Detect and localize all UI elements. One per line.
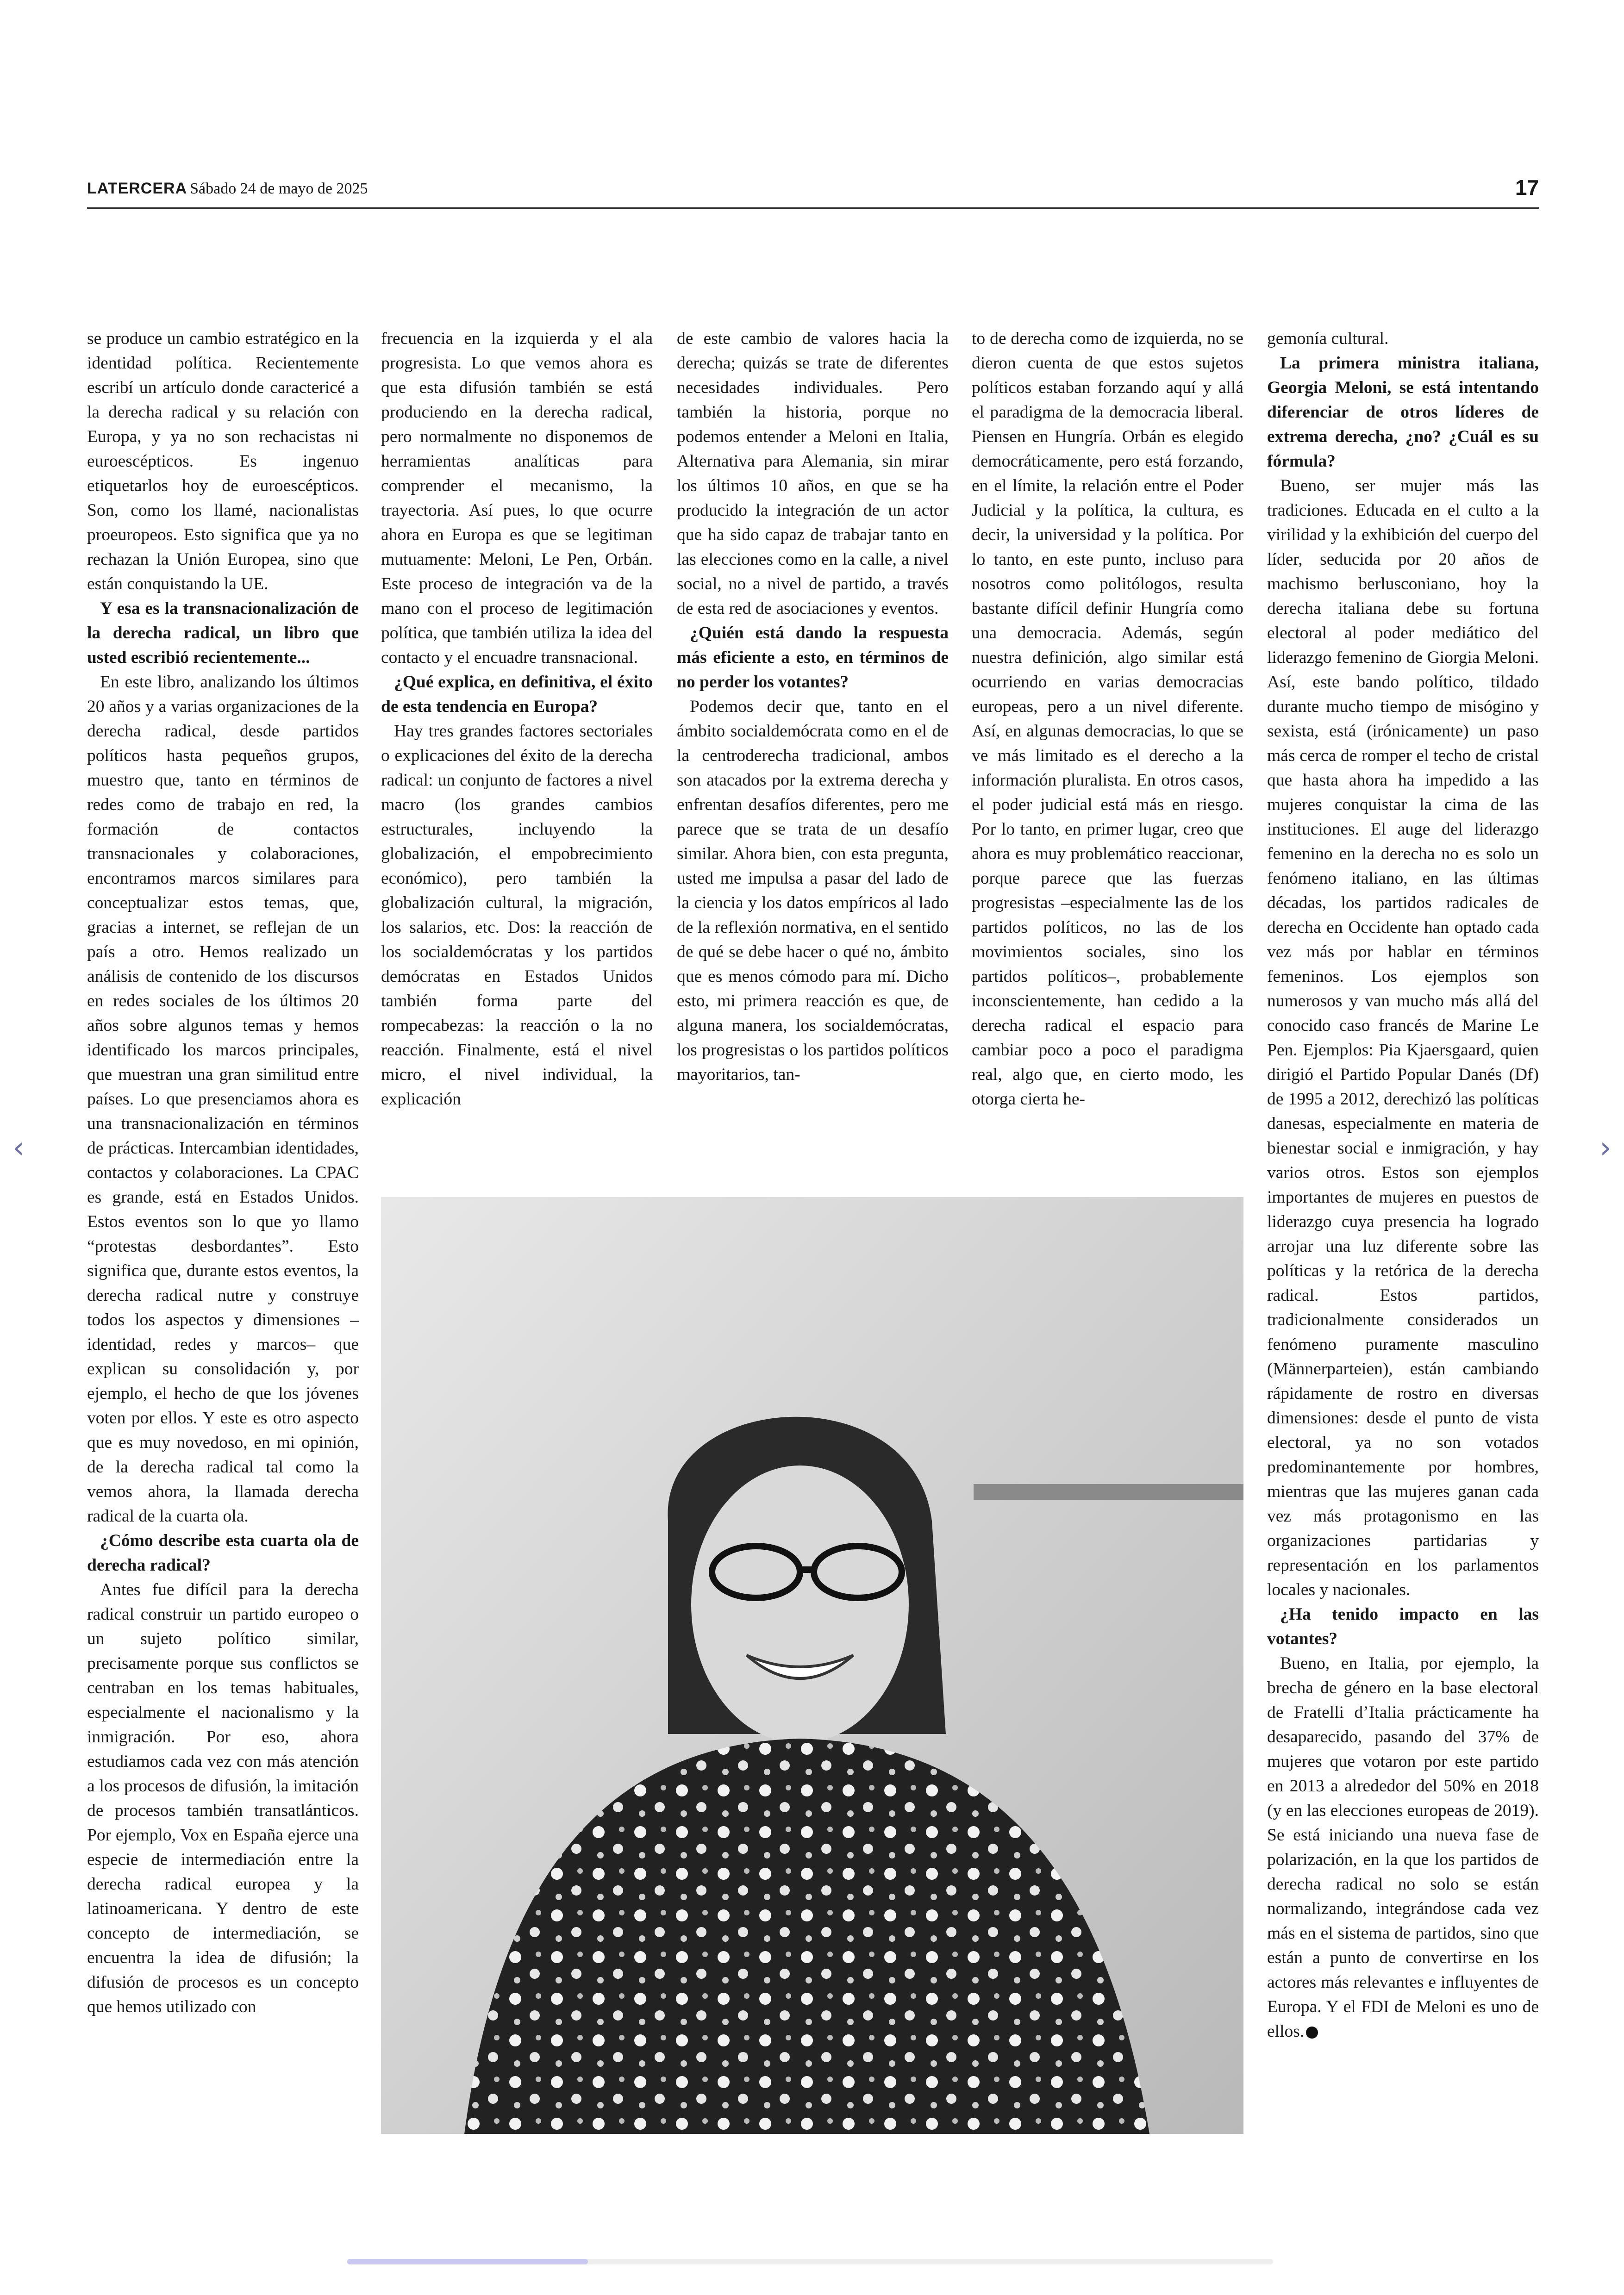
issue-date: Sábado 24 de mayo de 2025 — [190, 180, 368, 197]
page-header — [87, 175, 1539, 209]
article-column-4 — [972, 326, 1243, 1206]
article-column-2 — [381, 326, 653, 1206]
article-paragraph: Antes fue difícil para la derecha radical construir un partido europeo o un sujeto político similar, precisamente porque sus conflictos se centraban en los temas habituales, especialmente el nacionalismo y la inmigración. Por eso, ahora estudiamos cada vez con más atención a los procesos de difusión, la imitación de procesos también transatlánticos. Por ejemplo, Vox en España ejerce una especie de intermediación entre la derecha radical europea y la latinoamericana. Y dentro de este concepto de intermediación, se encuentra la idea de difusión; la difusión de procesos es un concepto que hemos utilizado con — [87, 1580, 359, 2016]
page-scrollbar[interactable] — [347, 2259, 1273, 2264]
article-paragraph: En este libro, analizando los últimos 20 años y a varias organizaciones de la derecha radical, desde partidos políticos hasta pequeños grupos, muestro que, tanto en términos de redes como de trabajo en red, la formación de contactos transnacionales y colaboraciones, encontramos marcos similares para conceptualizar estos temas, que, gracias a internet, se reflejan de un país a otro. Hemos realizado un análisis de contenido de los discursos en redes sociales de los últimos 20 años sobre algunos temas y hemos identificado los marcos principales, que muestran una gran similitud entre países. Lo que presenciamos ahora es una transnacionalización en términos de prácticas. Intercambian identidades, contactos y colaboraciones. La CPAC es grande, está en Estados Unidos. Estos eventos son lo que yo llamo “protestas desbordantes”. Esto significa que, durante estos eventos, la derecha radical nutre y construye todos los aspectos y dimensiones –identidad, redes y marcos– que explican su consolidación y, por ejemplo, el hecho de que los jóvenes voten por ellos. Y este es otro aspecto que es muy novedoso, en mi opinión, de la derecha radical tal como la vemos ahora, la llamada derecha radical de la cuarta ola. — [87, 673, 359, 1526]
article-paragraph: Bueno, en Italia, por ejemplo, la brecha de género en la base electoral de Fratelli d’Italia prácticamente ha desaparecido, pasando del 37% de mujeres que votaron por este partido en 2013 a alrededor del 50% en 2018 (y en las elecciones europeas de 2019). Se está iniciando una nueva fase de polarización, en la que los partidos de derecha radical no solo se están normalizando, integrándose cada vez más en el sistema de partidos, sino que están a punto de convertirse en los actores más relevantes e influyentes de Europa. Y el FDI de Meloni es uno de ellos. — [1267, 1654, 1539, 2041]
page-number: 17 — [1515, 175, 1539, 200]
article-paragraph: to de derecha como de izquierda, no se dieron cuenta de que estos sujetos políticos estaban forzando aquí y allá el paradigma de la democracia liberal. Piensen en Hungría. Orbán es elegido democráticamente, pero está forzando, en el límite, la relación entre el Poder Judicial y la política, la cultura, es decir, la universidad y la política. Por lo tanto, en este punto, incluso para nosotros como politólogos, resulta bastante difícil definir Hungría como una democracia. Además, según nuestra definición, algo similar está ocurriendo en varias democracias europeas, pero a un nivel diferente. Así, en algunas democracias, lo que se ve más limitado es el derecho a la información pluralista. En otros casos, el poder judicial está más en riesgo. Por lo tanto, en primer lugar, creo que ahora es muy problemático reaccionar, porque parece que las fuerzas progresistas –especialmente las de los partidos políticos, no las de los movimientos sociales, sino los partidos políticos–, probablemente inconscientemente, han cedido a la derecha radical el espacio para cambiar poco a poco el paradigma real, algo que, en cierto modo, les otorga cierta he- — [972, 329, 1243, 1109]
scrollbar-thumb[interactable] — [347, 2259, 588, 2264]
article-paragraph: frecuencia en la izquierda y el ala progresista. Lo que vemos ahora es que esta difusión también se está produciendo en la derecha radical, pero normalmente no disponemos de herramientas analíticas para comprender el mecanismo, la trayectoria. Así pues, lo que ocurre ahora en Europa es que se legitiman mutuamente: Meloni, Le Pen, Orbán. Este proceso de integración va de la mano con el proceso de legitimación política, que también utiliza la idea del contacto y el encuadre transnacional. — [381, 329, 653, 667]
chevron-right-icon[interactable]: › — [1599, 1131, 1612, 1165]
article-paragraph: de este cambio de valores hacia la derecha; quizás se trate de diferentes necesidades individuales. Pero también la historia, porque no podemos entender a Meloni en Italia, Alternativa para Alemania, sin mirar los últimos 10 años, en que se ha producido la integración de un actor que ha sido capaz de trabajar tanto en las elecciones como en la calle, a nivel social, no a nivel de partido, a través de esta red de asociaciones y eventos. — [677, 329, 949, 618]
article-column-3 — [677, 326, 949, 1206]
photo-shelf — [974, 1484, 1243, 1500]
interviewee-photo — [381, 1197, 1243, 2134]
interview-question: ¿Qué explica, en definitiva, el éxito de esta tendencia en Europa? — [381, 673, 653, 716]
article-paragraph: gemonía cultural. — [1267, 329, 1389, 348]
interview-question: Y esa es la transnacionalización de la derecha radical, un libro que usted escribió recientemente... — [87, 599, 359, 667]
chevron-left-icon[interactable]: ‹ — [12, 1131, 25, 1165]
article-paragraph: se produce un cambio estratégico en la identidad política. Recientemente escribí un artículo donde caractericé a la derecha radical y su relación con Europa, y ya no son rechacistas ni euroescépticos. Es ingenuo etiquetarlos hoy de euroescépticos. Son, como los llamé, nacionalistas proeuropeos. Esto significa que ya no rechazan la Unión Europea, sino que están conquistando la UE. — [87, 329, 359, 593]
interview-question: La primera ministra italiana, Georgia Meloni, se está intentando diferenciar de otros líderes de extrema derecha, ¿no? ¿Cuál es su fórmula? — [1267, 354, 1539, 471]
brand-name: LATERCERA — [87, 180, 187, 197]
article-paragraph: Podemos decir que, tanto en el ámbito socialdemócrata como en el de la centroderecha tradicional, ambos son atacados por la extrema derecha y enfrentan desafíos diferentes, pero me parece que se trata de un desafío similar. Ahora bien, con esta pregunta, usted me impulsa a pasar del lado de la ciencia y los datos empíricos al lado de la reflexión normativa, en el sentido de qué se debe hacer o qué no, ámbito que es menos cómodo para mí. Dicho esto, mi primera reacción es que, de alguna manera, los socialdemócratas, los progresistas o los partidos políticos mayoritarios, tan- — [677, 697, 949, 1084]
article-paragraph: Hay tres grandes factores sectoriales o explicaciones del éxito de la derecha radical: un conjunto de factores a nivel macro (los grandes cambios estructurales, incluyendo la globalización, el empobrecimiento económico), pero también la globalización cultural, la migración, los salarios, etc. Dos: la reacción de los socialdemócratas y los partidos demócratas en Estados Unidos también forma parte del rompecabezas: la reacción o la no reacción. Finalmente, está el nivel micro, el nivel individual, la explicación — [381, 722, 653, 1109]
article-paragraph: Bueno, ser mujer más las tradiciones. Educada en el culto a la virilidad y la exhibición del cuerpo del líder, seducida por 20 años de machismo berlusconiano, hoy la derecha italiana debe su fortuna electoral al poder mediático del liderazgo femenino de Giorgia Meloni. Así, este bando político, tildado durante mucho tiempo de misógino y sexista, está (irónicamente) un paso más cerca de romper el techo de cristal que hasta ahora ha impedido a las mujeres conquistar la cima de las instituciones. El auge del liderazgo femenino en la derecha no es solo un fenómeno italiano, en las últimas décadas, los partidos radicales de derecha en Occidente han optado cada vez más por hablar en términos femeninos. Los ejemplos son numerosos y van mucho más allá del conocido caso francés de Marine Le Pen. Ejemplos: Pia Kjaersgaard, quien dirigió el Partido Popular Danés (Df) de 1995 a 2012, derechizó las políticas danesas, especialmente en materia de bienestar social e inmigración, y hay varios otros. Estos son ejemplos importantes de mujeres en puestos de liderazgo cuya presencia ha logrado arrojar una luz diferente sobre las políticas y la retórica de la derecha radical. Estos partidos, tradicionalmente considerados un fenómeno puramente masculino (Männerparteien), están cambiando rápidamente de rostro en diversas dimensiones: desde el punto de vista electoral, ya no son votados predominantemente por hombres, mientras que las mujeres ganan cada vez más protagonismo en las organizaciones partidarias y representación en los parlamentos locales y nacionales. — [1267, 476, 1539, 1599]
article-column-1 — [87, 326, 359, 2132]
masthead — [87, 180, 368, 198]
interview-question: ¿Quién está dando la respuesta más eficiente a esto, en términos de no perder los votantes? — [677, 624, 949, 692]
interview-question: ¿Ha tenido impacto en las votantes? — [1267, 1605, 1539, 1648]
end-mark-icon — [1306, 2027, 1318, 2039]
photo-face — [691, 1466, 909, 1743]
article-column-5 — [1267, 326, 1539, 2132]
interview-question: ¿Cómo describe esta cuarta ola de derecha radical? — [87, 1531, 359, 1575]
